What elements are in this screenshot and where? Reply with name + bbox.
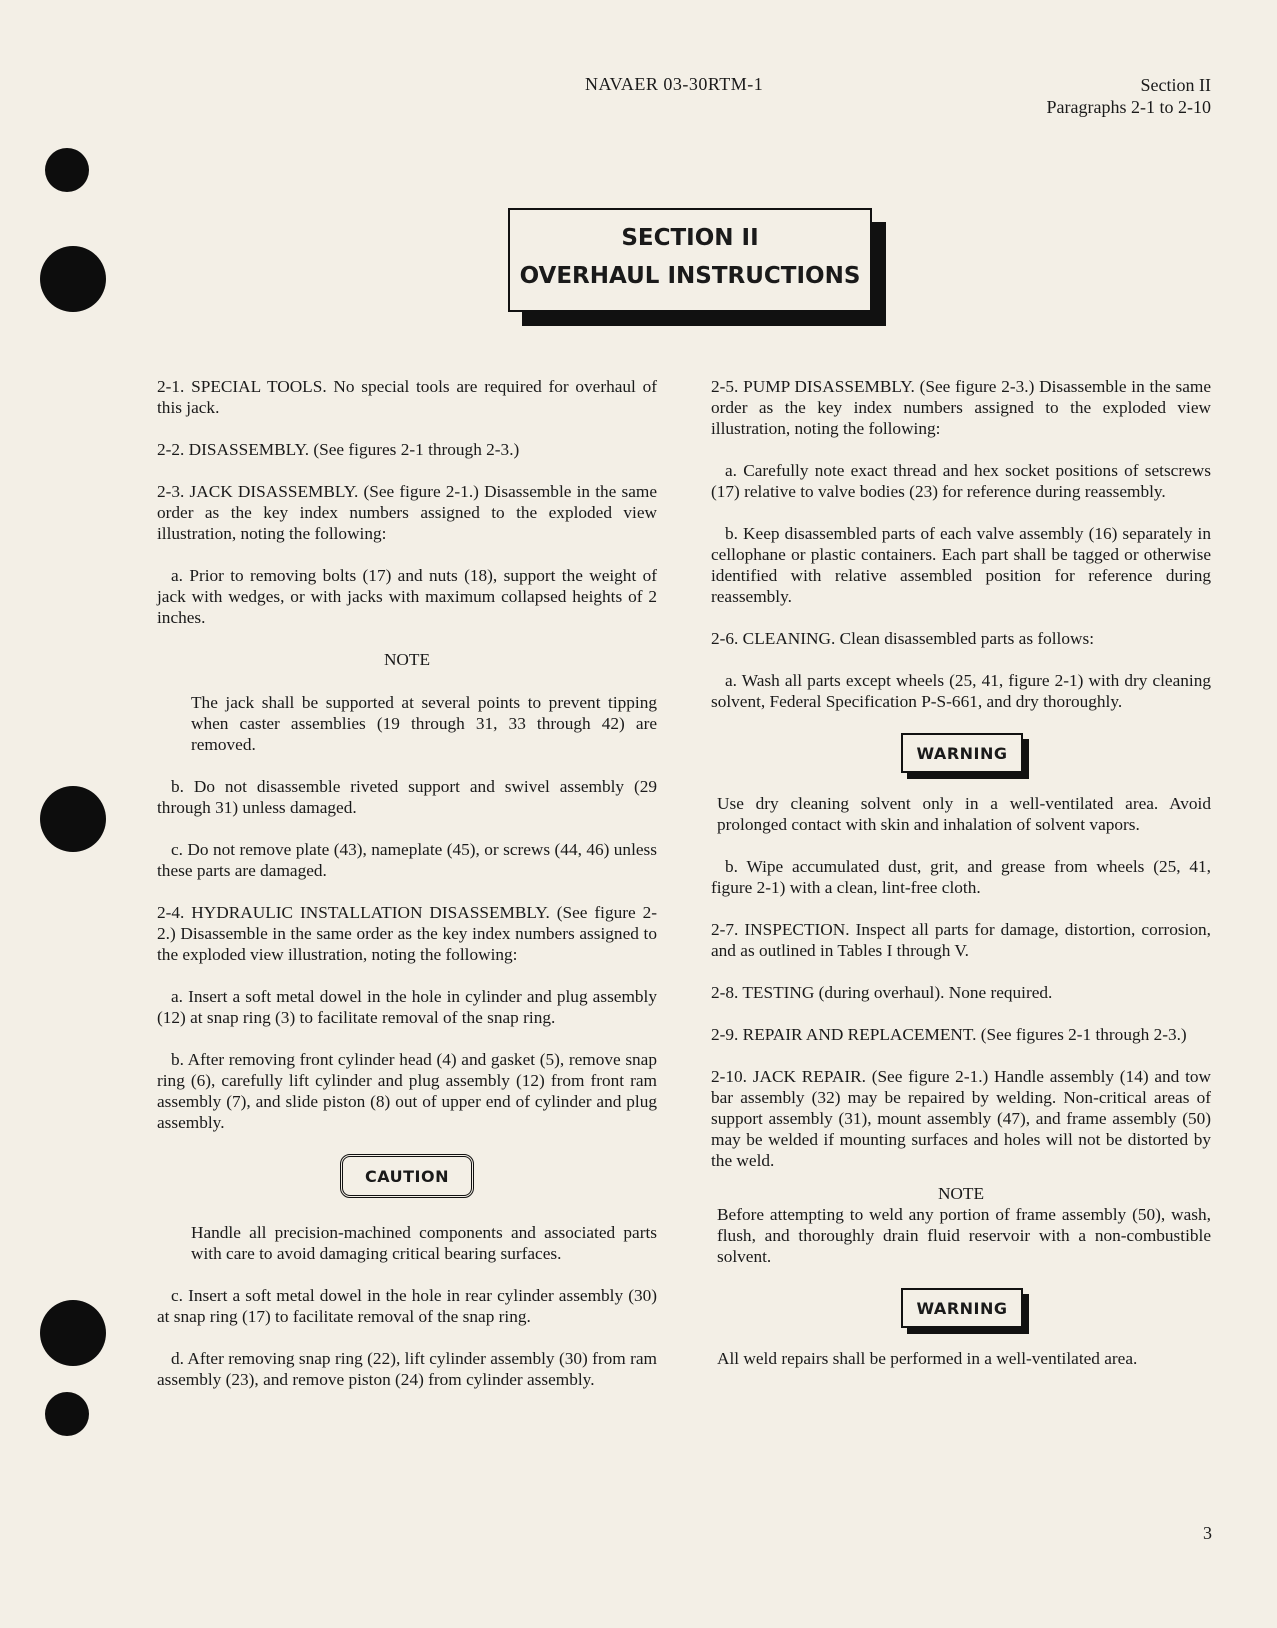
paragraph-2-3-c: c. Do not remove plate (43), nameplate (45), or screws (44, 46) unless these parts are damaged. [157, 840, 657, 880]
note-heading: NOTE [383, 650, 431, 669]
page-number: 3 [1203, 1523, 1212, 1543]
paragraph-2-5-a: a. Carefully note exact thread and hex socket positions of setscrews (17) relative to valve bodies (23) for reference during reassembly. [711, 461, 1211, 501]
paragraph-2-6-a: a. Wash all parts except wheels (25, 41, figure 2-1) with dry cleaning solvent, Federal Specification P-S-661, and dry thoroughly. [711, 671, 1211, 711]
right-column [711, 376, 1211, 1390]
paragraph-2-4: 2-4. HYDRAULIC INSTALLATION DISASSEMBLY. (See figure 2-2.) Disassemble in the same order as the key index numbers assigned to the exploded view illustration, noting the following: [157, 903, 657, 964]
binder-hole-icon [40, 786, 106, 852]
binder-hole-icon [40, 246, 106, 312]
paragraph-2-7: 2-7. INSPECTION. Inspect all parts for damage, distortion, corrosion, and as outlined in Tables I through V. [711, 920, 1211, 960]
section-title-banner [508, 208, 872, 312]
paragraph-2-3-a: a. Prior to removing bolts (17) and nuts (18), support the weight of jack with wedges, or with jacks with maximum collapsed heights of 2 inches. [157, 566, 657, 627]
warning-text: All weld repairs shall be performed in a well-ventilated area. [717, 1349, 1138, 1368]
paragraph-2-3-b: b. Do not disassemble riveted support and swivel assembly (29 through 31) unless damaged. [157, 777, 657, 817]
section-header [1047, 74, 1211, 118]
paragraph-2-9: 2-9. REPAIR AND REPLACEMENT. (See figures 2-1 through 2-3.) [711, 1025, 1187, 1044]
paragraph-2-4-d: d. After removing snap ring (22), lift cylinder assembly (30) from ram assembly (23), and remove piston (24) from cylinder assembly. [157, 1349, 657, 1389]
caution-label: CAUTION [340, 1154, 474, 1198]
paragraph-2-4-a: a. Insert a soft metal dowel in the hole in cylinder and plug assembly (12) at snap ring (3) to facilitate removal of the snap ring. [157, 987, 657, 1027]
paragraph-2-5-b: b. Keep disassembled parts of each valve assembly (16) separately in cellophane or plastic containers. Each part shall be tagged or otherwise identified with relative assembled position for reference during reassembly. [711, 524, 1211, 606]
binder-hole-icon [45, 148, 89, 192]
binder-hole-icon [40, 1300, 106, 1366]
section-subtitle: OVERHAUL INSTRUCTIONS [519, 263, 861, 289]
warning-label: WARNING [901, 733, 1023, 773]
paragraph-2-1: 2-1. SPECIAL TOOLS. No special tools are required for overhaul of this jack. [157, 377, 657, 417]
paragraph-range: Paragraphs 2-1 to 2-10 [1046, 97, 1211, 117]
binder-hole-icon [45, 1392, 89, 1436]
warning-label: WARNING [901, 1288, 1023, 1328]
paragraph-2-2: 2-2. DISASSEMBLY. (See figures 2-1 through 2-3.) [157, 440, 520, 459]
paragraph-2-8: 2-8. TESTING (during overhaul). None required. [711, 983, 1053, 1002]
paragraph-2-6: 2-6. CLEANING. Clean disassembled parts as follows: [711, 629, 1095, 648]
section-title: SECTION II [621, 225, 759, 251]
left-column [157, 376, 657, 1411]
warning-block [711, 733, 1211, 777]
warning-text: Use dry cleaning solvent only in a well-ventilated area. Avoid prolonged contact with skin and inhalation of solvent vapors. [717, 794, 1211, 834]
note-text: Before attempting to weld any portion of frame assembly (50), wash, flush, and thoroughly drain fluid reservoir with a non-combustible solvent. [717, 1205, 1211, 1266]
caution-block [157, 1154, 657, 1206]
note-text: The jack shall be supported at several points to prevent tipping when caster assemblies (19 through 31, 33 through 42) are removed. [191, 693, 657, 754]
paragraph-2-4-b: b. After removing front cylinder head (4) and gasket (5), remove snap ring (6), carefully lift cylinder and plug assembly (12) from front ram assembly (7), and slide piston (8) out of upper end of cylinder and plug assembly. [157, 1050, 657, 1132]
paragraph-2-3: 2-3. JACK DISASSEMBLY. (See figure 2-1.) Disassemble in the same order as the key index numbers assigned to the exploded view illustration, noting the following: [157, 482, 657, 543]
note-heading: NOTE [937, 1184, 985, 1203]
caution-text: Handle all precision-machined components and associated parts with care to avoid damaging critical bearing surfaces. [191, 1223, 657, 1263]
document-number: NAVAER 03-30RTM-1 [585, 74, 764, 94]
paragraph-2-6-b: b. Wipe accumulated dust, grit, and grease from wheels (25, 41, figure 2-1) with a clean, lint-free cloth. [711, 857, 1211, 897]
paragraph-2-4-c: c. Insert a soft metal dowel in the hole in rear cylinder assembly (30) at snap ring (17) to facilitate removal of the snap ring. [157, 1286, 657, 1326]
paragraph-2-5: 2-5. PUMP DISASSEMBLY. (See figure 2-3.) Disassemble in the same order as the key index numbers assigned to the exploded view illustration, noting the following: [711, 377, 1211, 438]
section-label: Section II [1140, 75, 1211, 95]
paragraph-2-10: 2-10. JACK REPAIR. (See figure 2-1.) Handle assembly (14) and tow bar assembly (32) may be repaired by welding. Non-critical areas of support assembly (31), mount assembly (47), and frame assembly (50) may be welded if mounting surfaces and holes will not be distorted by the weld. [711, 1067, 1211, 1170]
warning-block [711, 1288, 1211, 1332]
